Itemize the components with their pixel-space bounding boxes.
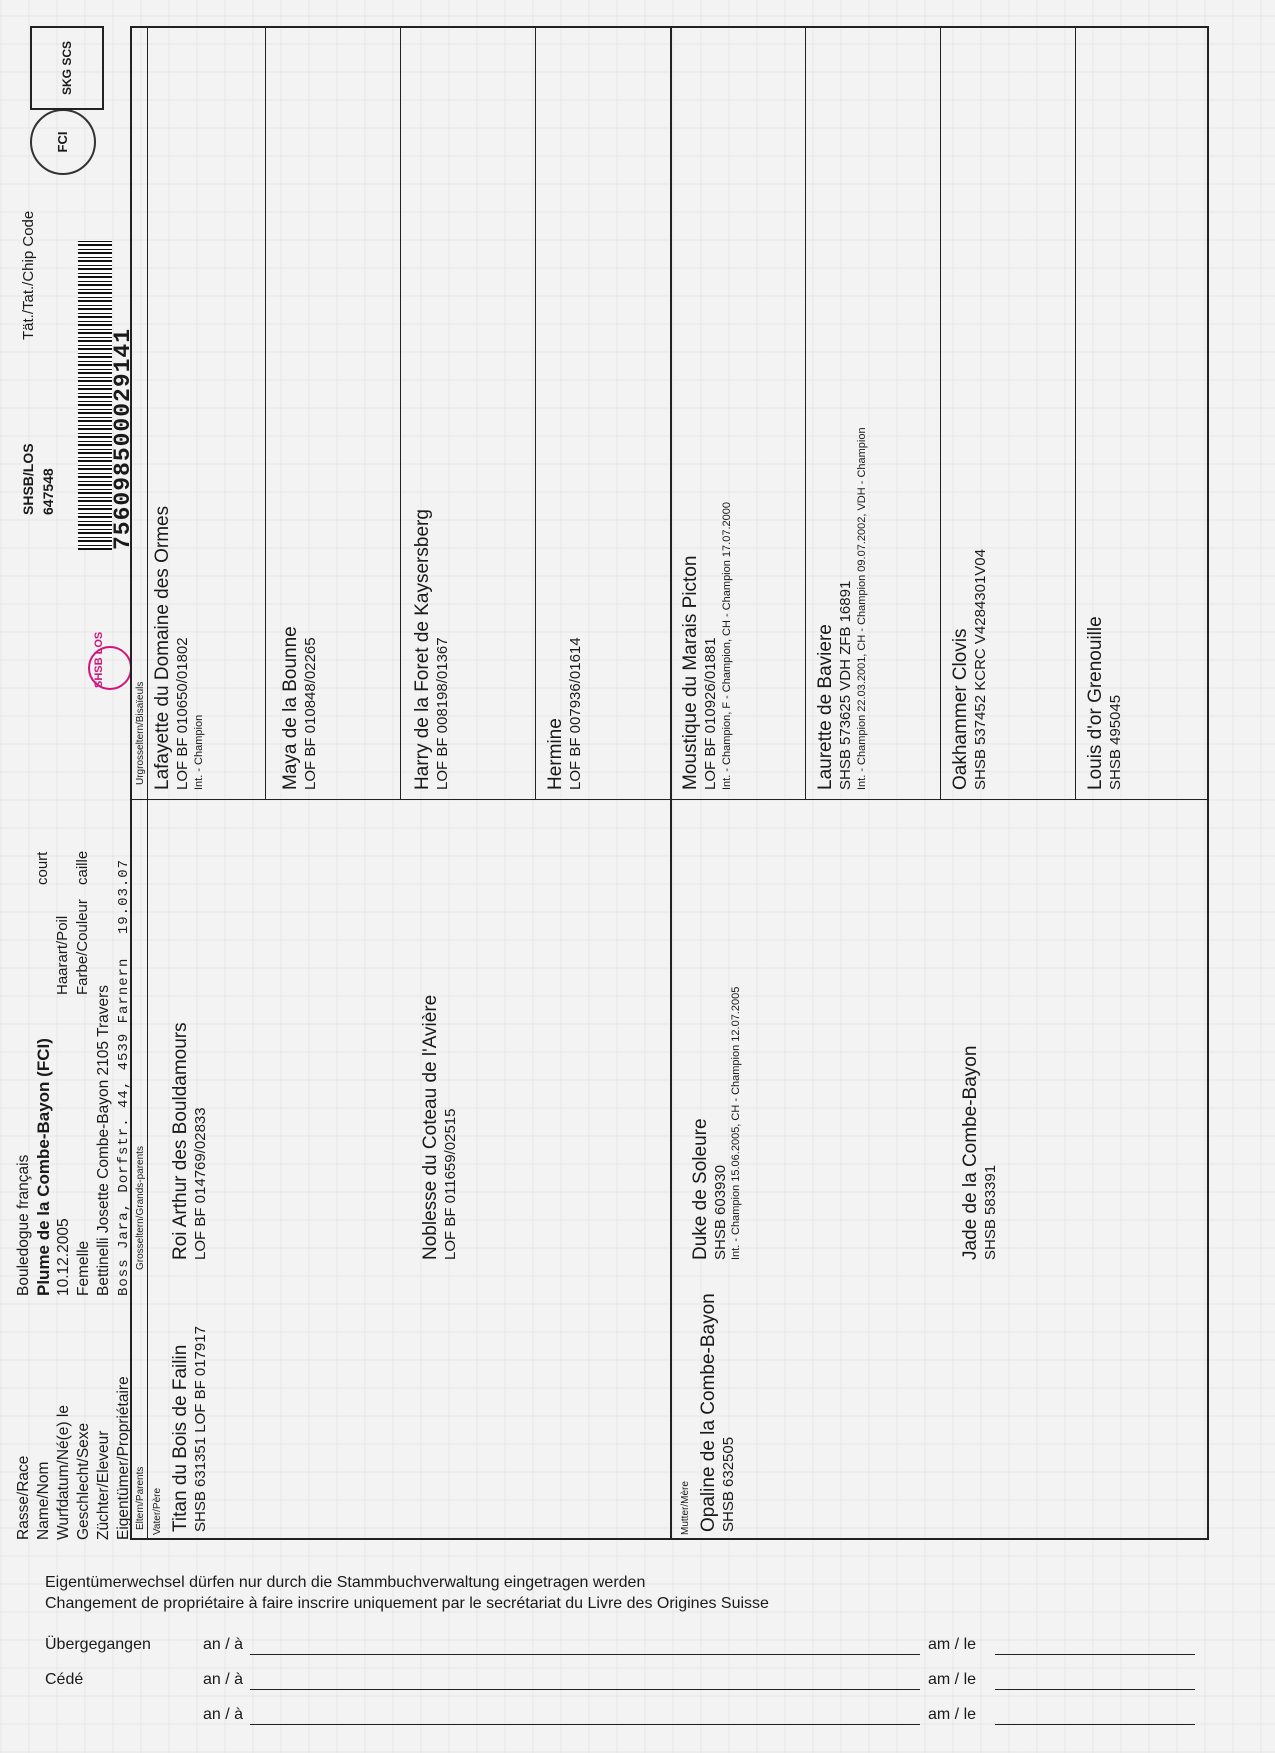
e5-divider [805, 28, 806, 800]
shsb-los-stamp: SHSB LOS [88, 646, 132, 690]
ggp-3-name: Harry de la Foret de Kaysersberg [412, 509, 433, 790]
coat-label: Haarart/Poil [54, 915, 71, 995]
ggp-7-name: Oakhammer Clovis [950, 628, 971, 790]
ggp-5-name: Moustique du Marais Picton [680, 555, 701, 790]
half-divider [670, 28, 672, 1540]
ggp-6-name: Laurette de Baviere [815, 624, 836, 790]
label-name: Name/Nom [35, 1461, 52, 1540]
ggp-1-reg: LOF BF 010650/01802 [174, 637, 191, 790]
coat-value: court [34, 851, 51, 885]
ggp-3-reg: LOF BF 008198/01367 [434, 637, 451, 790]
transfer-row-1-label: Übergegangen [45, 1636, 151, 1653]
grandparent-2-name: Noblesse du Coteau de l'Avière [420, 994, 441, 1260]
e3-divider [535, 28, 536, 800]
owner-name: Boss Jara, Dorfstr. 44, 4539 Farnern [116, 957, 132, 1296]
ggp-5-reg: LOF BF 010926/01881 [702, 637, 719, 790]
dam-name: Opaline de la Combe-Bayon [698, 1293, 719, 1532]
owner-date: 19.03.07 [116, 858, 132, 935]
grandparent-3-title: Int. - Champion 15.06.2005, CH - Champion 12.07.2005 [730, 986, 742, 1260]
breed-value: Bouledogue français [15, 1154, 32, 1296]
transfer-row-2-to-field[interactable] [250, 1689, 920, 1690]
ggp-4-name: Hermine [545, 718, 566, 790]
col-divider [130, 799, 1207, 800]
transfer-row-2-on-field[interactable] [995, 1689, 1195, 1690]
q3-divider [940, 28, 941, 800]
sire-name: Titan du Bois de Failin [170, 1344, 191, 1532]
birth-date: 10.12.2005 [55, 1218, 72, 1296]
transfer-row-2-on: am / le [928, 1671, 977, 1688]
label-breeder: Züchter/Eleveur [95, 1430, 112, 1540]
col-header-divider [147, 28, 148, 1540]
ggp-5-title: Int. - Champion, F - Champion, CH - Champion 17.07.2000 [721, 502, 733, 790]
transfer-row-3-to-field[interactable] [250, 1724, 920, 1725]
color-value: caille [74, 850, 91, 885]
sire-reg: SHSB 631351 LOF BF 017917 [192, 1326, 209, 1532]
grandparent-4-name: Jade de la Combe-Bayon [960, 1045, 981, 1260]
sex-value: Femelle [75, 1240, 92, 1296]
ggp-1-title: Int. - Champion [193, 714, 205, 790]
dog-name: Plume de la Combe-Bayon (FCI) [34, 1038, 53, 1296]
grandparent-1-name: Roi Arthur des Bouldamours [170, 1022, 191, 1260]
ggp-8-reg: SHSB 495045 [1107, 694, 1124, 790]
chip-label: Tät./Tat./Chip Code [20, 210, 37, 340]
transfer-row-3-to: an / à [203, 1706, 244, 1723]
label-owner: Eigentümer/Propriétaire [115, 1376, 132, 1540]
label-breed: Rasse/Race [15, 1455, 32, 1540]
breeder-value: Bettinelli Josette Combe-Bayon 2105 Travers [95, 984, 112, 1296]
dam-label: Mutter/Mère [680, 1481, 691, 1535]
col-parents: Eltern/Parents [135, 1466, 146, 1530]
skg-logo-icon: SKG SCS [30, 26, 104, 110]
e7-divider [1075, 28, 1076, 800]
transfer-row-3-on: am / le [928, 1706, 977, 1723]
ggp-2-name: Maya de la Bounne [280, 626, 301, 790]
ggp-2-reg: LOF BF 010848/02265 [302, 637, 319, 790]
grandparent-1-reg: LOF BF 014769/02833 [192, 1107, 209, 1260]
e1-divider [265, 28, 266, 800]
transfer-row-2-to: an / à [203, 1671, 244, 1688]
label-birth: Wurfdatum/Né(e) le [55, 1405, 72, 1540]
transfer-row-1-on: am / le [928, 1636, 977, 1653]
ggp-4-reg: LOF BF 007936/01614 [567, 637, 584, 790]
label-sex: Geschlecht/Sexe [75, 1422, 92, 1540]
transfer-row-1-to: an / à [203, 1636, 244, 1653]
sire-label: Vater/Père [152, 1487, 163, 1535]
transfer-row-2-label: Cédé [45, 1671, 84, 1688]
dam-reg: SHSB 632505 [720, 1436, 737, 1532]
registry-label: SHSB/LOS [20, 443, 36, 515]
q1-divider [400, 28, 401, 800]
col-great-grandparents: Urgrosseltern/Bisaïeuls [135, 681, 146, 785]
grandparent-3-name: Duke de Soleure [690, 1118, 711, 1260]
transfer-row-1-to-field[interactable] [250, 1654, 920, 1655]
ggp-7-reg: SHSB 537452 KCRC V4284301V04 [972, 549, 989, 790]
grandparent-4-reg: SHSB 583391 [982, 1164, 999, 1260]
ggp-1-name: Lafayette du Domaine des Ormes [152, 505, 173, 790]
fci-logo-icon: FCI [30, 109, 96, 175]
transfer-note-fr: Changement de propriétaire à faire inscrire uniquement par le secrétariat du Livre des Origines Suisse [45, 1595, 769, 1612]
chip-number: 756098500029141 [110, 327, 136, 550]
ggp-8-name: Louis d'or Grenouille [1085, 616, 1106, 790]
ggp-6-title: Int. - Champion 22.03.2001, CH - Champion 09.07.2002, VDH - Champion [856, 427, 868, 790]
ggp-6-reg: SHSB 573625 VDH ZFB 16891 [837, 580, 854, 790]
transfer-row-3-on-field[interactable] [995, 1724, 1195, 1725]
transfer-note-de: Eigentümerwechsel dürfen nur durch die Stammbuchverwaltung eingetragen werden [45, 1574, 646, 1591]
color-label: Farbe/Couleur [74, 899, 91, 995]
grandparent-2-reg: LOF BF 011659/02515 [442, 1108, 459, 1260]
col-grandparents: Grosseltern/Grands-parents [135, 1146, 146, 1270]
grandparent-3-reg: SHSB 603930 [712, 1164, 729, 1260]
registry-number: 647548 [40, 468, 56, 515]
transfer-row-1-on-field[interactable] [995, 1654, 1195, 1655]
chip-barcode [78, 240, 112, 550]
header-labels [14, 1376, 134, 1540]
